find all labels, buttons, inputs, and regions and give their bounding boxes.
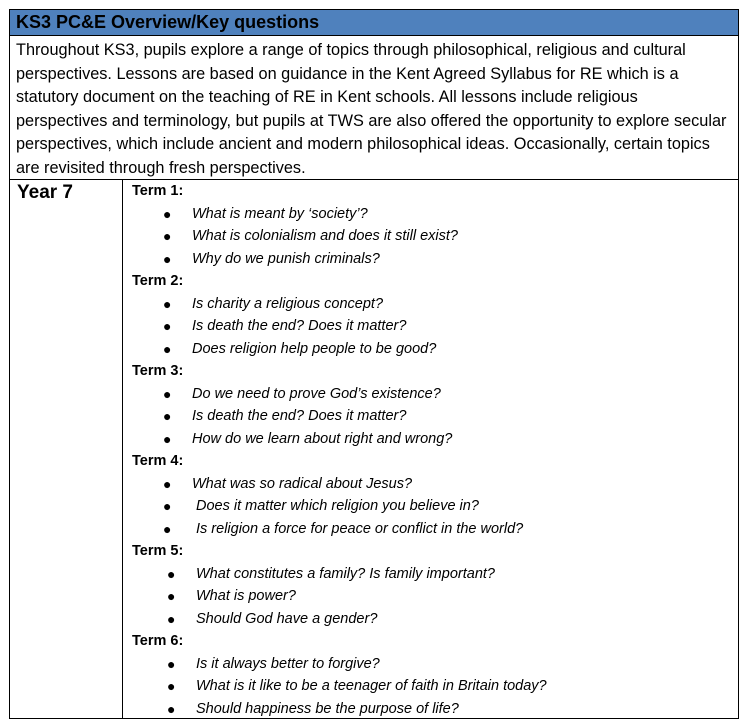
page-title: KS3 PC&E Overview/Key questions [16,12,320,32]
question-item [123,293,738,316]
question-text: What is colonialism and does it still exist? [192,228,458,244]
question-text: What is meant by ‘society’? [192,205,368,222]
bullet-icon: ● [163,498,172,514]
question-item [123,315,738,338]
question-text: What constitutes a family? Is family important? [196,565,495,582]
term-block [123,540,738,630]
question-item [123,495,738,518]
term-block [123,270,738,360]
bullet-icon: ● [167,678,176,694]
year-cell [10,180,123,718]
bullet-icon: ● [167,700,176,717]
question-item [123,585,738,608]
year-label: Year 7 [17,182,73,203]
overview-table [9,9,739,719]
question-text: Is it always better to forgive? [196,655,380,672]
term-label: Term 2: [132,273,184,289]
question-item [123,473,738,496]
question-text: Is death the end? Does it matter? [192,408,407,424]
question-text: Is charity a religious concept? [192,295,384,312]
term-block [123,180,738,270]
question-item [123,338,738,361]
term-label: Term 1: [132,183,184,199]
terms-cell [123,180,738,718]
bullet-icon: ● [167,588,176,604]
question-text: Is death the end? Does it matter? [192,318,407,334]
question-item [123,563,738,586]
question-text: What was so radical about Jesus? [192,475,413,492]
bullet-icon: ● [163,205,172,222]
question-item [123,248,738,271]
table-header [10,10,738,36]
bullet-icon: ● [163,520,172,537]
question-text: What is power? [196,588,296,604]
bullet-icon: ● [167,655,176,672]
question-text: Why do we punish criminals? [192,250,380,267]
question-text: What is it like to be a teenager of faith in Britain today? [196,678,547,694]
bullet-icon: ● [163,250,172,267]
question-text: Is religion a force for peace or conflict in the world? [196,520,524,537]
bullet-icon: ● [163,318,172,334]
question-text: Does religion help people to be good? [192,340,437,357]
term-block [123,450,738,540]
term-label: Term 6: [132,633,184,649]
term-block [123,360,738,450]
bullet-icon: ● [163,228,172,244]
bullet-icon: ● [163,340,172,357]
intro-text: Throughout KS3, pupils explore a range of topics through philosophical, religious and cultural perspectives. Lessons are based on guidance in the Kent Agreed Syllabus for RE which is a statutory document on the teaching of RE in Kent schools. All lessons include religious perspectives and terminology, but pupils at TWS are also offered the opportunity to explore secular perspectives, which include ancient and modern philosophical ideas. Occasionally, certain topics are revisited through fresh perspectives. [16,41,727,177]
question-text: Do we need to prove God’s existence? [192,385,441,402]
question-item [123,383,738,406]
bullet-icon: ● [163,430,172,447]
bullet-icon: ● [163,408,172,424]
term-label: Term 3: [132,363,184,379]
term-block [123,630,738,720]
question-item [123,225,738,248]
bullet-icon: ● [167,610,176,627]
bullet-icon: ● [167,565,176,582]
term-label: Term 4: [132,453,184,469]
question-item [123,405,738,428]
question-item [123,653,738,676]
bullet-icon: ● [163,475,172,492]
question-text: Should happiness be the purpose of life? [196,700,459,717]
question-item [123,428,738,451]
question-text: How do we learn about right and wrong? [192,430,453,447]
question-item [123,203,738,226]
question-item [123,608,738,631]
intro-cell [10,36,738,180]
bullet-icon: ● [163,385,172,402]
term-label: Term 5: [132,543,184,559]
question-text: Does it matter which religion you believe in? [196,498,479,514]
bullet-icon: ● [163,295,172,312]
question-item [123,675,738,698]
question-text: Should God have a gender? [196,610,378,627]
question-item [123,698,738,721]
question-item [123,518,738,541]
